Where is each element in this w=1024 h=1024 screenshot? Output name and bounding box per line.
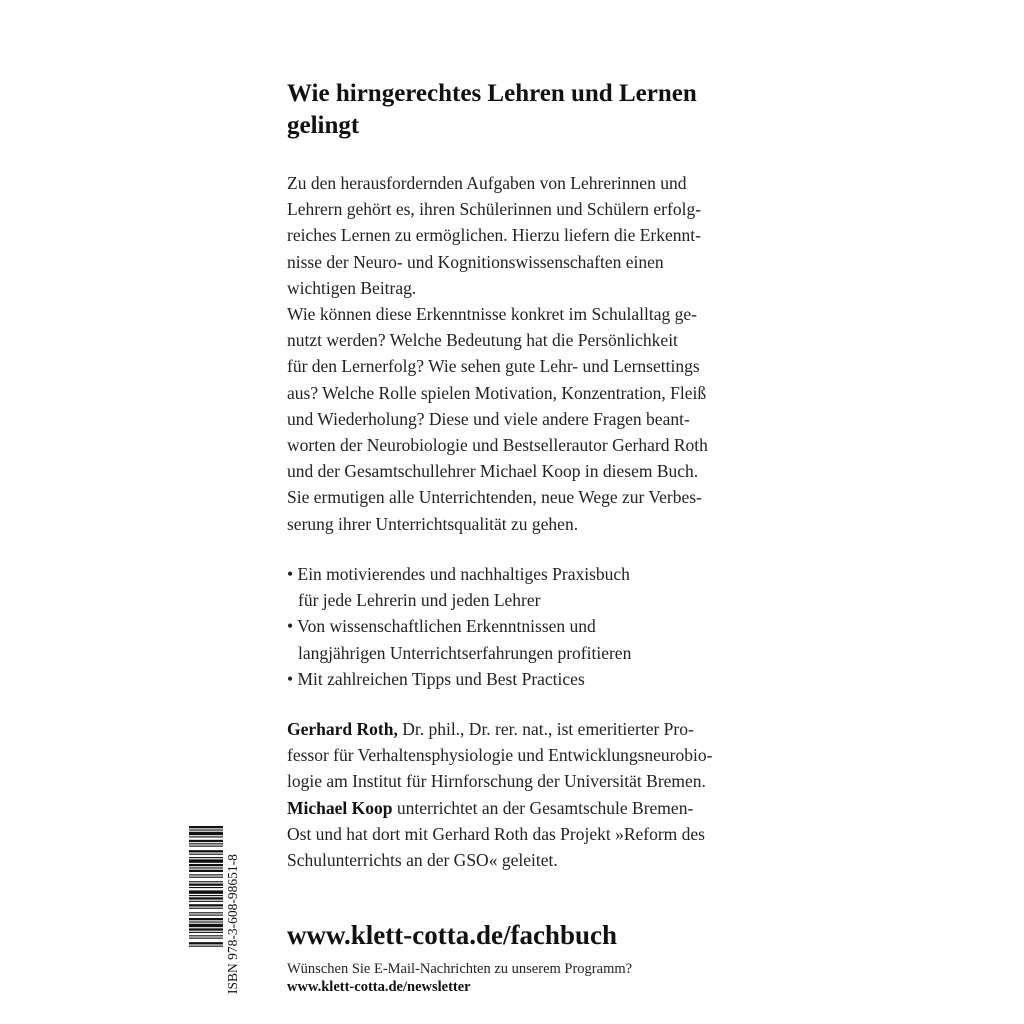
bullet-text: • Mit zahlreichen Tipps und Best Practices	[287, 668, 585, 689]
author-name-roth: Gerhard Roth,	[287, 719, 398, 739]
barcode-bar	[189, 854, 223, 855]
bullet-text-continuation: für jede Lehrerin und jeden Lehrer	[298, 590, 541, 611]
barcode-bar	[189, 928, 223, 930]
author-bio-line: fessor für Verhaltensphysiologie und Entwicklungsneurobio-	[287, 745, 713, 766]
bullet-item	[287, 666, 787, 692]
blurb-line: reiches Lernen zu ermöglichen. Hierzu liefern die Erkennt-	[287, 225, 701, 246]
blurb-line: Zu den herausfordernden Aufgaben von Lehrerinnen und	[287, 173, 687, 193]
blurb-line: serung ihrer Unterrichtsqualität zu gehen.	[287, 513, 579, 534]
blurb-line: und Wiederholung? Diese und viele andere Fragen beant-	[287, 408, 690, 429]
blurb-line: Sie ermutigen alle Unterrichtenden, neue Wege zur Verbes-	[287, 487, 702, 508]
newsletter-link[interactable]: www.klett-cotta.de/newsletter	[287, 979, 471, 995]
barcode-bar	[189, 932, 223, 933]
author-bios	[287, 716, 787, 873]
barcode-bar	[189, 908, 223, 909]
bullet-item	[287, 613, 787, 665]
barcode-bar	[189, 826, 223, 828]
barcode-bar	[189, 843, 223, 844]
bullet-text: • Ein motivierendes und nachhaltiges Praxisbuch	[287, 564, 630, 584]
author-name-koop: Michael Koop	[287, 797, 393, 818]
blurb-line: für den Lernerfolg? Wie sehen gute Lehr- und Lernsettings	[287, 356, 700, 377]
barcode-bar	[189, 897, 223, 899]
barcode-bar	[189, 924, 223, 927]
barcode-bar	[189, 942, 223, 944]
bullet-text: • Von wissenschaftlichen Erkenntnissen und	[287, 616, 596, 637]
barcode-bar	[189, 877, 223, 878]
barcode-bar	[189, 864, 223, 866]
barcode-bar	[189, 840, 223, 842]
barcode-bar	[189, 829, 223, 830]
blurb-line: nisse der Neuro- und Kognitionswissenschaften einen	[287, 251, 664, 272]
barcode-bar	[189, 859, 223, 862]
barcode-bar	[189, 867, 223, 868]
barcode-bar	[189, 946, 223, 947]
barcode-bar	[189, 836, 223, 837]
barcode-bar	[189, 904, 223, 906]
barcode-bar	[189, 912, 223, 913]
barcode-bar	[189, 890, 223, 893]
blurb-line: nutzt werden? Welche Bedeutung hat die Persönlichkeit	[287, 330, 678, 351]
title-line-1: Wie hirngerechtes Lehren und Lernen	[287, 80, 697, 107]
barcode-bar	[189, 938, 223, 939]
bullet-text-continuation: langjährigen Unterrichtserfahrungen profitieren	[298, 642, 632, 663]
barcode-bar	[189, 895, 223, 896]
publisher-website-link[interactable]: www.klett-cotta.de/fachbuch	[287, 920, 617, 950]
book-title-heading	[287, 78, 767, 142]
author-bio-line: Ost und hat dort mit Gerhard Roth das Projekt »Reform des	[287, 823, 705, 844]
barcode-bar	[189, 921, 223, 922]
blurb-line: und der Gesamtschullehrer Michael Koop in diesem Buch.	[287, 461, 699, 482]
author-bio-line: Schulunterrichts an der GSO« geleitet.	[287, 850, 558, 871]
newsletter-question: Wünschen Sie E-Mail-Nachrichten zu unserem Programm?	[287, 961, 633, 977]
author-bio-line	[287, 716, 787, 742]
barcode-bar	[189, 887, 223, 888]
barcode-bar	[189, 935, 223, 936]
barcode-bar	[189, 857, 223, 858]
blurb-line: aus? Welche Rolle spielen Motivation, Konzentration, Fleiß	[287, 382, 707, 403]
feature-bullet-list	[287, 561, 787, 692]
barcode-bar	[189, 918, 223, 920]
blurb-line: wichtigen Beitrag.	[287, 277, 417, 298]
barcode-bar	[189, 901, 223, 902]
barcode-bar	[189, 884, 223, 886]
barcode-bar	[189, 870, 223, 872]
blurb-paragraph	[287, 170, 787, 537]
barcode-bar	[189, 846, 223, 847]
barcode-bar	[189, 915, 223, 916]
author-bio-text: unterrichtet an der Gesamtschule Bremen-	[392, 797, 694, 818]
barcode-bar	[189, 832, 223, 835]
blurb-line: Lehrern gehört es, ihren Schülerinnen und Schülern erfolg-	[287, 199, 702, 220]
author-bio-line: logie am Institut für Hirnforschung der Universität Bremen.	[287, 771, 706, 792]
blurb-line: Wie können diese Erkenntnisse konkret im Schulalltag ge-	[287, 304, 697, 325]
isbn-barcode	[189, 826, 249, 994]
blurb-line: worten der Neurobiologie und Bestsellerautor Gerhard Roth	[287, 435, 708, 456]
barcode-bar	[189, 874, 223, 875]
barcode-bar	[189, 881, 223, 882]
barcode-bar	[189, 850, 223, 852]
bullet-item	[287, 561, 787, 613]
title-line-2: gelingt	[287, 112, 360, 139]
isbn-number: ISBN 978-3-608-98651-8	[225, 854, 240, 994]
author-bio-text: Dr. phil., Dr. rer. nat., ist emeritierter Pro-	[397, 719, 694, 739]
author-bio-line	[287, 795, 787, 821]
